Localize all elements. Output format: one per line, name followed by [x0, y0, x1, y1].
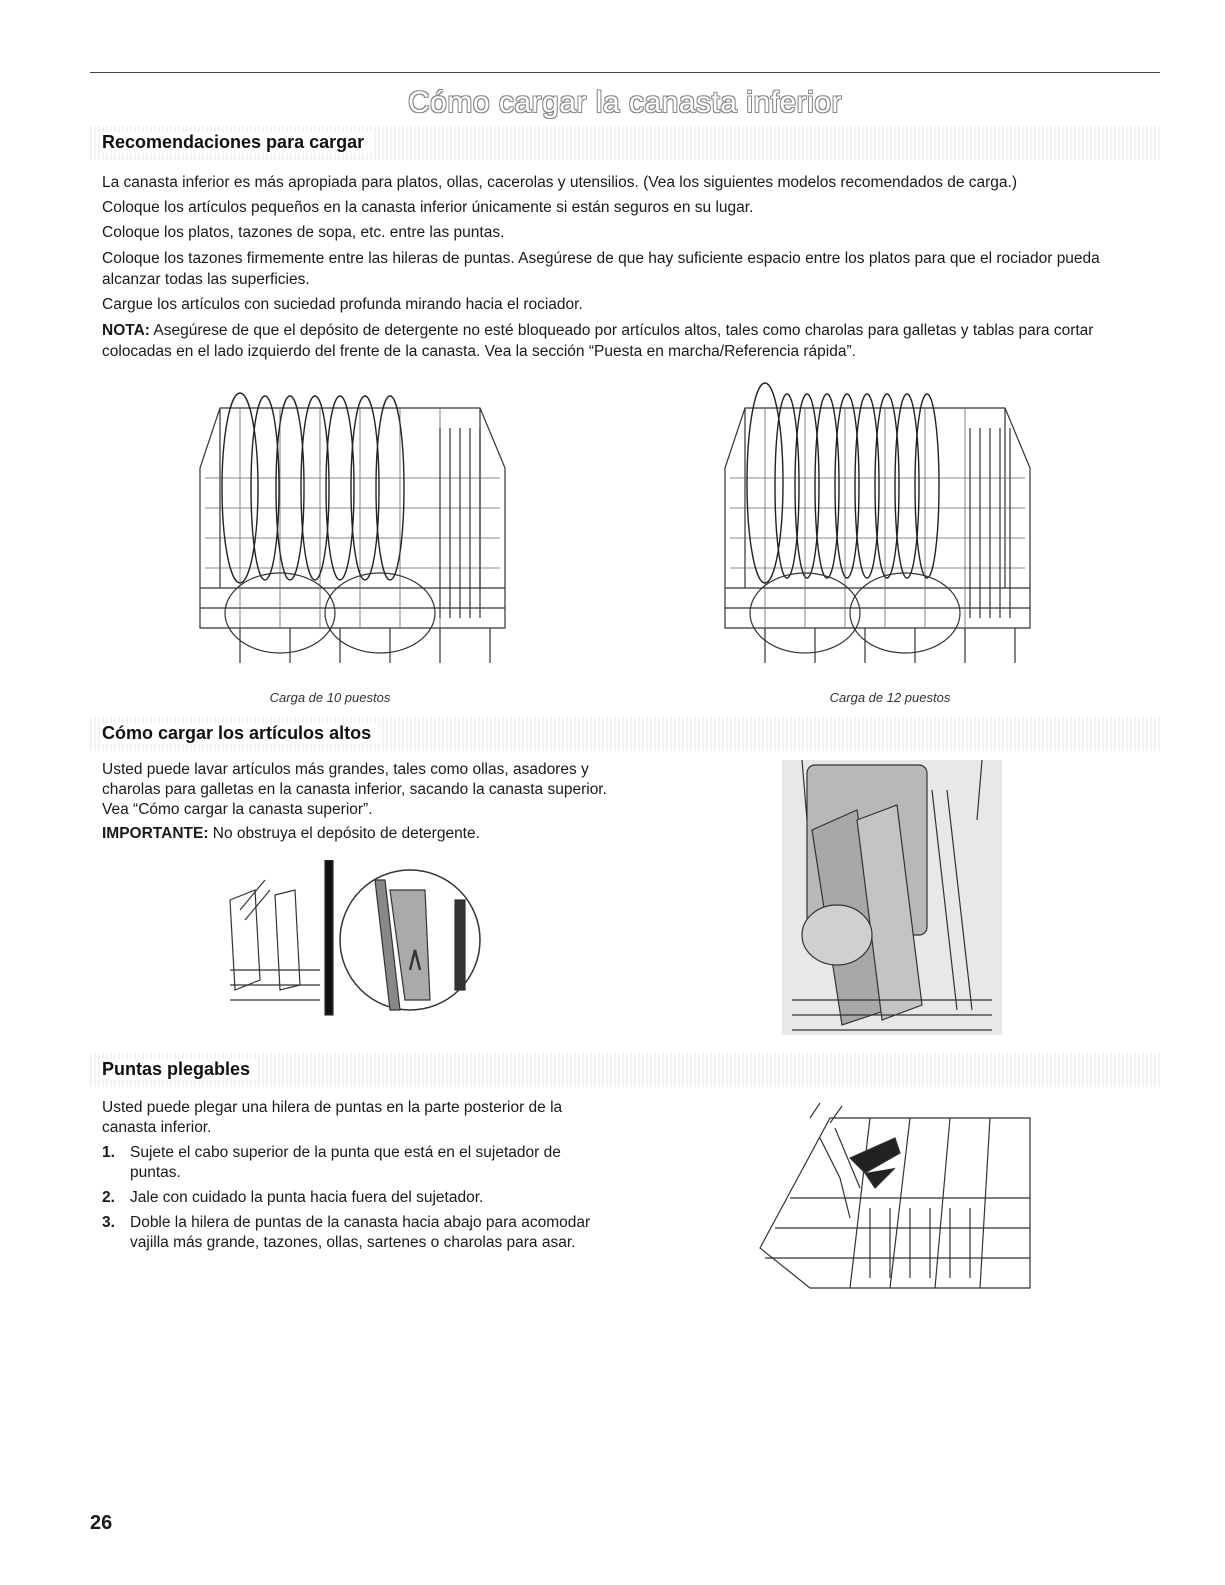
figure-caption: Carga de 10 puestos — [269, 690, 391, 705]
dispenser-clearance-illustration — [225, 860, 490, 1020]
step-text: Jale con cuidado la punta hacia fuera del sujetador. — [130, 1189, 484, 1206]
rack-10-place-illustration — [180, 378, 520, 668]
list-item — [102, 1188, 612, 1208]
paragraph: Coloque los tazones firmemente entre las hileras de puntas. Asegúrese de que hay suficiente espacio entre los platos para que el rociador pueda alcanzar todas las superficies. — [102, 250, 1100, 288]
section-header-tall-items — [90, 717, 1160, 751]
paragraph: Usted puede plegar una hilera de puntas en la parte posterior de la canasta inferior. — [102, 1099, 563, 1136]
step-text: Doble la hilera de puntas de la canasta hacia abajo para acomodar vajilla más grande, tazones, ollas, sartenes o charolas para asar. — [130, 1214, 591, 1251]
step-number: 1. — [102, 1144, 115, 1161]
important-text: No obstruya el depósito de detergente. — [208, 825, 480, 842]
list-item — [102, 1213, 612, 1253]
step-number: 2. — [102, 1189, 115, 1206]
steps-list — [102, 1143, 612, 1258]
note-text: Asegúrese de que el depósito de detergente no esté bloqueado por artículos altos, tales como charolas para galletas y tablas para cortar colocadas en el lado izquierdo del frente de la canasta. Vea la sección “Puesta en marcha/Referencia rápida”. — [102, 322, 1094, 360]
tall-items-illustration — [782, 760, 1002, 1035]
paragraph: Cargue los artículos con suciedad profunda mirando hacia el rociador. — [102, 296, 583, 313]
step-text: Sujete el cabo superior de la punta que está en el sujetador de puntas. — [130, 1144, 561, 1181]
note-paragraph — [102, 320, 1152, 362]
section-heading: Puntas plegables — [102, 1059, 258, 1080]
folding-tines-illustration — [750, 1098, 1040, 1293]
section-header-loading-tips — [90, 126, 1160, 160]
important-paragraph — [102, 824, 622, 844]
important-label: IMPORTANTE: — [102, 825, 209, 842]
note-label: NOTA: — [102, 322, 150, 339]
rack-12-place-illustration — [705, 378, 1045, 668]
section-heading: Recomendaciones para cargar — [102, 132, 372, 153]
step-number: 3. — [102, 1214, 115, 1231]
paragraph: La canasta inferior es más apropiada para platos, ollas, cacerolas y utensilios. (Vea los siguientes modelos recomendados de carga.) — [102, 174, 1018, 191]
paragraph: Coloque los platos, tazones de sopa, etc. entre las puntas. — [102, 224, 505, 241]
top-rule — [90, 72, 1160, 73]
section-heading: Cómo cargar los artículos altos — [102, 723, 379, 744]
section-header-folding-tines — [90, 1053, 1160, 1087]
page-number: 26 — [90, 1512, 113, 1534]
paragraph: Usted puede lavar artículos más grandes, tales como ollas, asadores y charolas para galletas en la canasta inferior, sacando la canasta superior. Vea “Cómo cargar la canasta superior”. — [102, 761, 607, 818]
paragraph: Coloque los artículos pequeños en la canasta inferior únicamente si están seguros en su lugar. — [102, 199, 754, 216]
list-item — [102, 1143, 612, 1183]
page-title: Cómo cargar la canasta inferior — [407, 86, 843, 119]
figure-caption: Carga de 12 puestos — [829, 690, 951, 705]
